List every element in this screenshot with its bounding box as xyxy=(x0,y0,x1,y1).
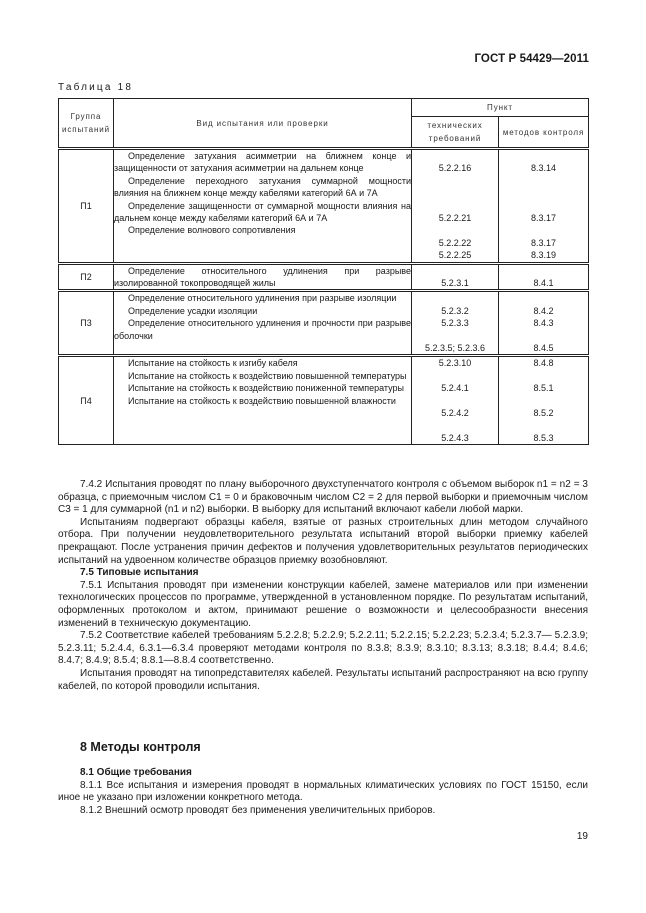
table-caption: Таблица 18 xyxy=(58,82,134,93)
test-item: Определение защищенности от суммарной мощности влияния на дальнем конце между кабелями категорий 6А и 7А xyxy=(114,200,411,224)
tests-table xyxy=(58,98,589,445)
section-7-4-2 xyxy=(58,479,588,693)
tech-point xyxy=(412,265,498,277)
tech-point: 5.2.4.1 xyxy=(441,383,469,394)
table-row xyxy=(59,356,589,445)
tech-point: 5.2.3.10 xyxy=(438,358,472,369)
method-points xyxy=(499,263,589,291)
method-point: 8.3.14 xyxy=(530,163,557,174)
test-item: Определение затухания асимметрии на ближнем конце и защищенности от затухания асимметрии на дальнем конце xyxy=(114,151,411,174)
table-row xyxy=(59,263,589,291)
method-point xyxy=(499,200,588,212)
method-point xyxy=(499,265,588,277)
paragraph-7-5-1: 7.5.1 Испытания проводят при изменении конструкции кабелей, замене материалов или при изменении технологических процессов по программе, утвержденной в установленном порядке. По результатам испытаний, оформленных протоколом и актом, принимают решение о возможности и целесообразности внесения изменений в техническую документацию. xyxy=(58,579,588,629)
tech-point xyxy=(412,187,498,199)
tech-point: 5.2.2.21 xyxy=(438,212,472,223)
test-item: Испытание на стойкость к воздействию повышенной влажности xyxy=(128,395,396,406)
test-item: Определение волнового сопротивления xyxy=(128,225,296,236)
test-item: Испытание на стойкость к воздействию повышенной температуры xyxy=(128,370,407,381)
test-description xyxy=(114,149,412,264)
method-point: 8.3.19 xyxy=(530,250,557,261)
tech-points xyxy=(412,149,499,264)
paragraph-7-5-2: 7.5.2 Соответствие кабелей требованиям 5.2.2.8; 5.2.2.9; 5.2.2.11; 5.2.2.15; 5.2.2.23; 5.2.3.4; 5.2.3.7— 5.2.3.9; 5.2.3.11; 5.2.4.4, 6.3.1—6.3.4 проверяют методами контроля по 8.3.8; 8.3.9; 8.3.10; 8.3.13; 8.3.18; 8.4.4; 8.4.6; 8.4.7; 8.4.9; 8.5.4; 8.8.1—8.8.4 соответственно. xyxy=(58,630,588,667)
table-header-row xyxy=(59,99,589,117)
paragraph-8-1-2: 8.1.2 Внешний осмотр проводят без применения увеличительных приборов. xyxy=(80,804,436,816)
tech-point xyxy=(412,175,498,187)
method-point: 8.4.2 xyxy=(533,305,554,316)
test-item: Определение относительного удлинения при разрыве изоляции xyxy=(128,293,397,304)
method-point xyxy=(499,394,588,406)
col-header-point: Пункт xyxy=(412,99,589,117)
group-name: П3 xyxy=(59,291,114,356)
col-header-type: Вид испытания или проверки xyxy=(114,99,412,149)
method-point: 8.3.17 xyxy=(530,237,557,248)
paragraph-7-4-2-b: Испытаниям подвергают образцы кабеля, взятые от разных строительных длин методом случайного отбора. При получении неудовлетворительного результата испытаний второй выборки приемку кабелей прекращают. После устранения причин дефектов и получения удовлетворительных результатов периодических испытаний на удвоенном количестве образцов приемку возобновляют. xyxy=(58,516,588,566)
method-points xyxy=(499,291,589,356)
paragraph-7-5-2-b: Испытания проводят на типопредставителях кабелей. Результаты испытаний распространяют на всю группу кабелей, по которой проводили испытания. xyxy=(58,667,588,692)
method-point: 8.3.17 xyxy=(530,212,557,223)
table-row xyxy=(59,149,589,264)
tech-point xyxy=(412,224,498,236)
page-number: 19 xyxy=(576,831,588,842)
tech-point xyxy=(412,370,498,382)
tech-point: 5.2.3.5; 5.2.3.6 xyxy=(424,342,486,353)
test-description xyxy=(114,356,412,445)
tech-point xyxy=(412,330,498,342)
tech-point xyxy=(412,292,498,304)
group-name: П4 xyxy=(59,356,114,445)
method-point: 8.5.1 xyxy=(533,383,554,394)
tech-point xyxy=(412,200,498,212)
test-item: Определение относительного удлинения и прочности при разрыве оболочки xyxy=(114,318,411,341)
method-point xyxy=(499,292,588,304)
test-description xyxy=(114,291,412,356)
table-row xyxy=(59,291,589,356)
method-point xyxy=(499,224,588,236)
method-point xyxy=(499,187,588,199)
tech-point xyxy=(412,394,498,406)
paragraph-8-1-1: 8.1.1 Все испытания и измерения проводят в нормальных климатических условиях по ГОСТ 15150, если иное не указано при изложении конкретного метода. xyxy=(58,779,588,804)
method-point xyxy=(499,150,588,162)
tech-points xyxy=(412,356,499,445)
test-item: Определение переходного затухания суммарной мощности влияния на ближнем конце между кабелями категорий 6А и 7А xyxy=(114,175,411,199)
method-point xyxy=(499,175,588,187)
method-point xyxy=(499,370,588,382)
test-description xyxy=(114,263,412,291)
test-item: Определение относительного удлинения при разрыве изолированной токопроводящей жилы xyxy=(114,265,411,288)
group-name: П2 xyxy=(59,263,114,291)
col-header-methods: методов контроля xyxy=(499,117,589,149)
method-point xyxy=(499,330,588,342)
test-item: Определение усадки изоляции xyxy=(128,305,258,316)
tech-points xyxy=(412,291,499,356)
method-point: 8.4.8 xyxy=(533,358,554,369)
tech-point: 5.2.2.25 xyxy=(438,250,472,261)
heading-8: 8 Методы контроля xyxy=(80,740,201,754)
section-8-1 xyxy=(58,767,588,817)
tech-point xyxy=(412,419,498,431)
tech-point: 5.2.3.2 xyxy=(441,305,469,316)
method-points xyxy=(499,149,589,264)
method-point: 8.4.1 xyxy=(533,277,554,288)
test-item: Испытание на стойкость к изгибу кабеля xyxy=(128,358,298,369)
tech-point: 5.2.4.2 xyxy=(441,407,469,418)
tech-point: 5.2.3.3 xyxy=(441,318,469,329)
paragraph-7-4-2: 7.4.2 Испытания проводят по плану выборочного двухступенчатого контроля с объемом выборок n1 = n2 = 3 образца, с приемочным числом C1 = 0 и браковочным числом C2 = 2 для первой выборки и приемочным числом C3 = 1 для суммарной (n1 и n2) выборки. В выборку для испытаний включают кабели любой марки. xyxy=(58,479,588,516)
method-point: 8.5.2 xyxy=(533,407,554,418)
col-header-tech: технических требований xyxy=(412,117,499,149)
method-point xyxy=(499,419,588,431)
method-points xyxy=(499,356,589,445)
tech-point: 5.2.2.16 xyxy=(438,163,472,174)
heading-8-1: 8.1 Общие требования xyxy=(80,767,192,778)
tech-point: 5.2.3.1 xyxy=(441,277,469,288)
tech-points xyxy=(412,263,499,291)
document-header: ГОСТ Р 54429—2011 xyxy=(474,53,589,65)
tech-point xyxy=(412,150,498,162)
col-header-group: Группа испытаний xyxy=(59,99,114,149)
method-point: 8.4.3 xyxy=(533,318,554,329)
tech-point: 5.2.2.22 xyxy=(438,237,472,248)
test-item: Испытание на стойкость к воздействию пониженной температуры xyxy=(128,383,405,394)
heading-7-5: 7.5 Типовые испытания xyxy=(80,567,199,579)
tech-point: 5.2.4.3 xyxy=(441,432,469,443)
method-point: 8.4.5 xyxy=(533,342,554,353)
method-point: 8.5.3 xyxy=(533,432,554,443)
group-name: П1 xyxy=(59,149,114,264)
